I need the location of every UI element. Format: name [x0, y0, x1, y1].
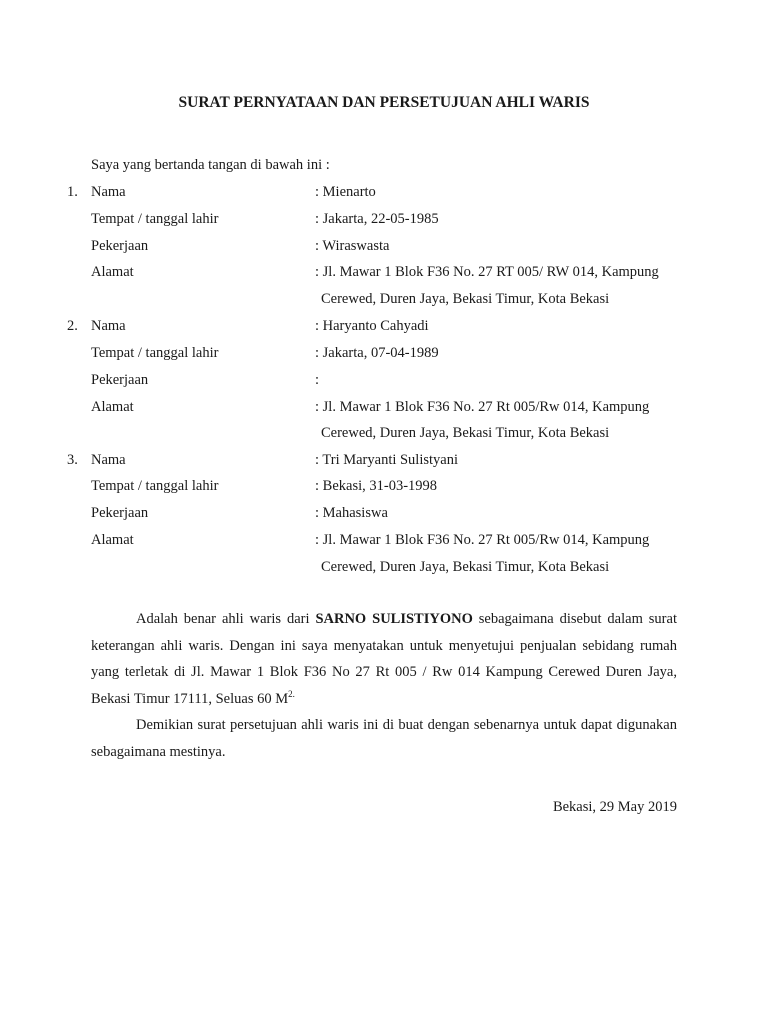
statement-body	[91, 606, 677, 765]
p1-text-before: Adalah benar ahli waris dari	[136, 611, 316, 627]
label-birth: Tempat / tanggal lahir	[91, 345, 219, 361]
value-address-line2: Cerewed, Duren Jaya, Bekasi Timur, Kota Bekasi	[321, 559, 610, 575]
area-superscript: 2.	[288, 688, 295, 699]
value-job: :	[315, 372, 320, 388]
value-address-line1: : Jl. Mawar 1 Blok F36 No. 27 Rt 005/Rw 014, Kampung	[315, 532, 650, 548]
label-name: Nama	[91, 184, 126, 200]
label-name: Nama	[91, 318, 126, 334]
label-address: Alamat	[91, 532, 134, 548]
person-number: 1.	[67, 184, 78, 200]
value-name: : Haryanto Cahyadi	[315, 318, 429, 334]
value-address-line1: : Jl. Mawar 1 Blok F36 No. 27 RT 005/ RW 014, Kampung	[315, 264, 659, 280]
document-title: SURAT PERNYATAAN DAN PERSETUJUAN AHLI WARIS	[178, 94, 590, 111]
label-birth: Tempat / tanggal lahir	[91, 478, 219, 494]
value-birth: : Jakarta, 07-04-1989	[315, 345, 439, 361]
deceased-name: SARNO SULISTIYONO	[315, 611, 473, 627]
value-birth: : Jakarta, 22-05-1985	[315, 211, 439, 227]
label-address: Alamat	[91, 399, 134, 415]
label-job: Pekerjaan	[91, 238, 149, 254]
value-address-line1: : Jl. Mawar 1 Blok F36 No. 27 Rt 005/Rw 014, Kampung	[315, 399, 650, 415]
label-address: Alamat	[91, 264, 134, 280]
p1-text-after: sebagaimana disebut dalam surat keterangan ahli waris. Dengan ini saya menyatakan untuk menyetujui penjualan sebidang rumah yang terletak di Jl. Mawar 1 Blok F36 No 27 Rt 005 / Rw 014 Kampung Cerewed Duren Jaya, Bekasi Timur 17111, Seluas 60 M	[91, 611, 677, 707]
place-date: Bekasi, 29 May 2019	[552, 799, 677, 815]
value-job: : Wiraswasta	[315, 238, 390, 254]
statement-paragraph-1	[91, 606, 677, 712]
person-number: 3.	[67, 452, 78, 468]
value-name: : Tri Maryanti Sulistyani	[315, 452, 459, 468]
value-job: : Mahasiswa	[315, 505, 388, 521]
label-name: Nama	[91, 452, 126, 468]
person-number: 2.	[67, 318, 78, 334]
value-birth: : Bekasi, 31-03-1998	[315, 478, 438, 494]
value-address-line2: Cerewed, Duren Jaya, Bekasi Timur, Kota Bekasi	[321, 425, 610, 441]
label-birth: Tempat / tanggal lahir	[91, 211, 219, 227]
value-name: : Mienarto	[315, 184, 376, 200]
value-address-line2: Cerewed, Duren Jaya, Bekasi Timur, Kota Bekasi	[321, 291, 610, 307]
intro-text: Saya yang bertanda tangan di bawah ini :	[91, 157, 330, 173]
statement-paragraph-2: Demikian surat persetujuan ahli waris ini di buat dengan sebenarnya untuk dapat digunakan sebagaimana mestinya.	[91, 717, 677, 760]
label-job: Pekerjaan	[91, 505, 149, 521]
label-job: Pekerjaan	[91, 372, 149, 388]
